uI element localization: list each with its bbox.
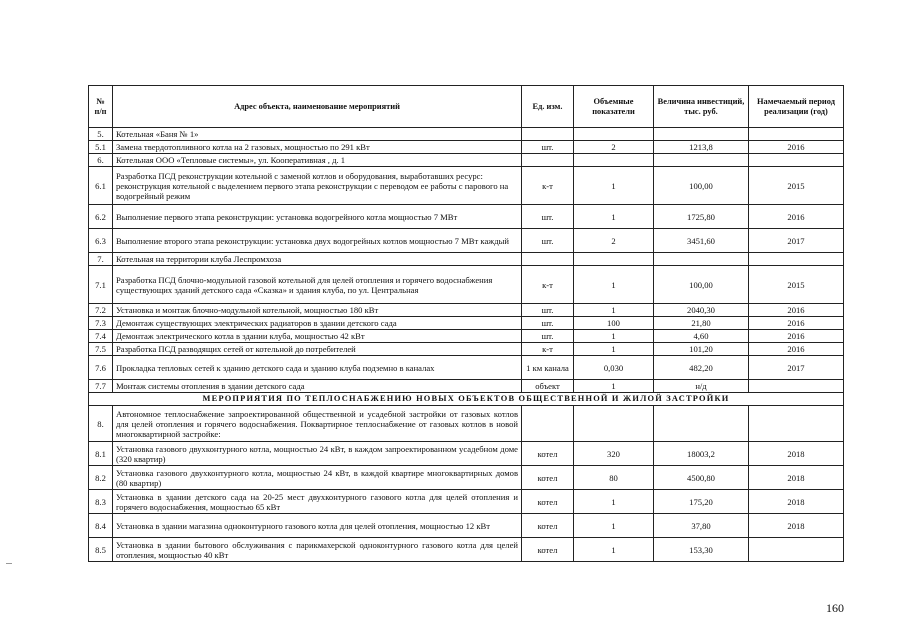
cell-volume: 1 — [574, 490, 654, 514]
cell-unit: шт. — [522, 317, 574, 330]
margin-mark — [6, 563, 12, 564]
cell-unit: к-т — [522, 167, 574, 205]
cell-volume: 1 — [574, 343, 654, 356]
cell-unit: шт. — [522, 229, 574, 253]
cell-num: 8.1 — [89, 442, 113, 466]
cell-investment: 175,20 — [654, 490, 749, 514]
cell-num: 8.4 — [89, 514, 113, 538]
cell-num: 6.1 — [89, 167, 113, 205]
table-row — [89, 266, 844, 304]
cell-period: 2016 — [749, 330, 844, 343]
table-row — [89, 343, 844, 356]
cell-name: Установка в здании бытового обслуживания с парикмахерской одноконтурного газового котла для целей отопления, мощностью 40 кВт — [113, 538, 522, 562]
page-number: 160 — [826, 601, 844, 615]
cell-num: 7.7 — [89, 380, 113, 393]
cell-period: 2018 — [749, 514, 844, 538]
cell-name: Котельная «Баня № 1» — [113, 128, 522, 141]
cell-name: Разработка ПСД разводящих сетей от котельной до потребителей — [113, 343, 522, 356]
cell-period: 2015 — [749, 167, 844, 205]
cell-period: 2016 — [749, 141, 844, 154]
table-row — [89, 317, 844, 330]
cell-period: 2018 — [749, 442, 844, 466]
section-row — [89, 393, 844, 406]
cell-period: 2017 — [749, 229, 844, 253]
cell-period: 2017 — [749, 356, 844, 380]
cell-volume: 1 — [574, 304, 654, 317]
cell-num: 7. — [89, 253, 113, 266]
header-volume: Объемные показатели — [574, 86, 654, 128]
table-row — [89, 253, 844, 266]
cell-num: 8.2 — [89, 466, 113, 490]
header-name: Адрес объекта, наименование мероприятий — [113, 86, 522, 128]
cell-investment: 100,00 — [654, 167, 749, 205]
cell-num: 7.4 — [89, 330, 113, 343]
cell-unit: котел — [522, 514, 574, 538]
cell-volume: 0,030 — [574, 356, 654, 380]
cell-name: Замена твердотопливного котла на 2 газовых, мощностью по 291 кВт — [113, 141, 522, 154]
cell-period — [749, 406, 844, 442]
table-row — [89, 538, 844, 562]
cell-name: Автономное теплоснабжение запроектированной общественной и усадебной застройки от газовых котлов для целей отопления и горячего водоснабжения. Поквартирное теплоснабжение от газовых котлов в новой многоквартирной застройке: — [113, 406, 522, 442]
cell-investment: 2040,30 — [654, 304, 749, 317]
cell-volume: 1 — [574, 380, 654, 393]
cell-unit: шт. — [522, 330, 574, 343]
cell-volume: 1 — [574, 330, 654, 343]
cell-num: 5. — [89, 128, 113, 141]
cell-name: Разработка ПСД блочно-модульной газовой котельной для целей отопления и горячего водоснабжения существующих зданий детского сада «Сказка» и здания клуба, по ул. Центральная — [113, 266, 522, 304]
table-row — [89, 406, 844, 442]
cell-name: Прокладка тепловых сетей к зданию детского сада и зданию клуба подземно в каналах — [113, 356, 522, 380]
cell-volume: 2 — [574, 229, 654, 253]
table-row — [89, 380, 844, 393]
cell-investment: 100,00 — [654, 266, 749, 304]
cell-investment — [654, 406, 749, 442]
cell-unit: к-т — [522, 343, 574, 356]
cell-name: Установка газового двухконтурного котла, мощностью 24 кВт, в каждой квартире многоквартирных домов (80 квартир) — [113, 466, 522, 490]
cell-name: Демонтаж электрического котла в здании клуба, мощностью 42 кВт — [113, 330, 522, 343]
cell-unit — [522, 253, 574, 266]
cell-num: 6. — [89, 154, 113, 167]
cell-volume: 1 — [574, 514, 654, 538]
cell-num: 5.1 — [89, 141, 113, 154]
cell-investment: 482,20 — [654, 356, 749, 380]
cell-num: 8. — [89, 406, 113, 442]
cell-period — [749, 128, 844, 141]
cell-unit: шт. — [522, 205, 574, 229]
cell-unit: объект — [522, 380, 574, 393]
section-title: МЕРОПРИЯТИЯ ПО ТЕПЛОСНАБЖЕНИЮ НОВЫХ ОБЪЕКТОВ ОБЩЕСТВЕННОЙ И ЖИЛОЙ ЗАСТРОЙКИ — [89, 393, 844, 406]
cell-unit: котел — [522, 490, 574, 514]
cell-period: 2016 — [749, 343, 844, 356]
table-row — [89, 128, 844, 141]
cell-num: 8.3 — [89, 490, 113, 514]
cell-unit — [522, 406, 574, 442]
table-row — [89, 330, 844, 343]
cell-unit: к-т — [522, 266, 574, 304]
cell-unit: шт. — [522, 141, 574, 154]
table-row — [89, 205, 844, 229]
cell-name: Установка в здании детского сада на 20-25 мест двухконтурного газового котла для целей отопления и горячего водоснабжения, мощностью 65 кВт — [113, 490, 522, 514]
cell-unit: котел — [522, 442, 574, 466]
cell-name: Установка в здании магазина одноконтурного газового котла для целей отопления, мощностью 12 кВт — [113, 514, 522, 538]
cell-name: Установка газового двухконтурного котла, мощностью 24 кВт, в каждом запроектированном усадебном доме (320 квартир) — [113, 442, 522, 466]
header-investment: Величина инвестиций, тыс. руб. — [654, 86, 749, 128]
cell-investment: 101,20 — [654, 343, 749, 356]
cell-volume — [574, 154, 654, 167]
cell-volume — [574, 253, 654, 266]
table-row — [89, 356, 844, 380]
cell-period — [749, 380, 844, 393]
cell-num: 7.5 — [89, 343, 113, 356]
cell-volume: 2 — [574, 141, 654, 154]
cell-name: Установка и монтаж блочно-модульной котельной, мощностью 180 кВт — [113, 304, 522, 317]
cell-unit: котел — [522, 538, 574, 562]
cell-volume: 320 — [574, 442, 654, 466]
cell-num: 8.5 — [89, 538, 113, 562]
cell-period — [749, 154, 844, 167]
cell-name: Котельная ООО «Тепловые системы», ул. Кооперативная , д. 1 — [113, 154, 522, 167]
table-row — [89, 167, 844, 205]
cell-period: 2016 — [749, 205, 844, 229]
cell-num: 7.3 — [89, 317, 113, 330]
cell-volume — [574, 128, 654, 141]
cell-num: 6.2 — [89, 205, 113, 229]
table-row — [89, 304, 844, 317]
cell-unit — [522, 154, 574, 167]
investment-measures-table — [88, 85, 844, 562]
table-row — [89, 442, 844, 466]
cell-investment: н/д — [654, 380, 749, 393]
table-row — [89, 514, 844, 538]
cell-investment: 3451,60 — [654, 229, 749, 253]
cell-num: 6.3 — [89, 229, 113, 253]
cell-unit — [522, 128, 574, 141]
cell-name: Разработка ПСД реконструкции котельной с заменой котлов и оборудования, выработавших ресурс: реконструкция котельной с выделением первого этапа реконструкции с переводом ее работы с парового на водогрейный режим — [113, 167, 522, 205]
cell-investment — [654, 253, 749, 266]
cell-volume: 80 — [574, 466, 654, 490]
cell-volume: 1 — [574, 266, 654, 304]
cell-period: 2018 — [749, 490, 844, 514]
cell-period — [749, 538, 844, 562]
cell-investment: 1725,80 — [654, 205, 749, 229]
cell-volume: 1 — [574, 167, 654, 205]
cell-investment: 1213,8 — [654, 141, 749, 154]
table-row — [89, 466, 844, 490]
cell-period: 2018 — [749, 466, 844, 490]
cell-num: 7.6 — [89, 356, 113, 380]
cell-investment: 153,30 — [654, 538, 749, 562]
cell-period: 2015 — [749, 266, 844, 304]
cell-name: Котельная на территории клуба Леспромхоза — [113, 253, 522, 266]
cell-unit: шт. — [522, 304, 574, 317]
header-row — [89, 86, 844, 128]
cell-investment: 37,80 — [654, 514, 749, 538]
cell-unit: 1 км канала — [522, 356, 574, 380]
cell-num: 7.2 — [89, 304, 113, 317]
cell-investment: 4500,80 — [654, 466, 749, 490]
cell-volume — [574, 406, 654, 442]
cell-investment: 4,60 — [654, 330, 749, 343]
cell-num: 7.1 — [89, 266, 113, 304]
cell-volume: 1 — [574, 538, 654, 562]
cell-name: Выполнение второго этапа реконструкции: установка двух водогрейных котлов мощностью 7 МВт каждый — [113, 229, 522, 253]
cell-period: 2016 — [749, 317, 844, 330]
table-body — [89, 128, 844, 562]
cell-investment — [654, 154, 749, 167]
cell-investment: 18003,2 — [654, 442, 749, 466]
cell-investment: 21,80 — [654, 317, 749, 330]
cell-volume: 1 — [574, 205, 654, 229]
header-unit: Ед. изм. — [522, 86, 574, 128]
table-row — [89, 490, 844, 514]
cell-volume: 100 — [574, 317, 654, 330]
table-row — [89, 229, 844, 253]
cell-investment — [654, 128, 749, 141]
cell-name: Выполнение первого этапа реконструкции: установка водогрейного котла мощностью 7 МВт — [113, 205, 522, 229]
table-row — [89, 154, 844, 167]
cell-unit: котел — [522, 466, 574, 490]
cell-name: Демонтаж существующих электрических радиаторов в здании детского сада — [113, 317, 522, 330]
cell-name: Монтаж системы отопления в здании детского сада — [113, 380, 522, 393]
header-period: Намечаемый период реализации (год) — [749, 86, 844, 128]
cell-period: 2016 — [749, 304, 844, 317]
header-num: № п/п — [89, 86, 113, 128]
cell-period — [749, 253, 844, 266]
table-row — [89, 141, 844, 154]
